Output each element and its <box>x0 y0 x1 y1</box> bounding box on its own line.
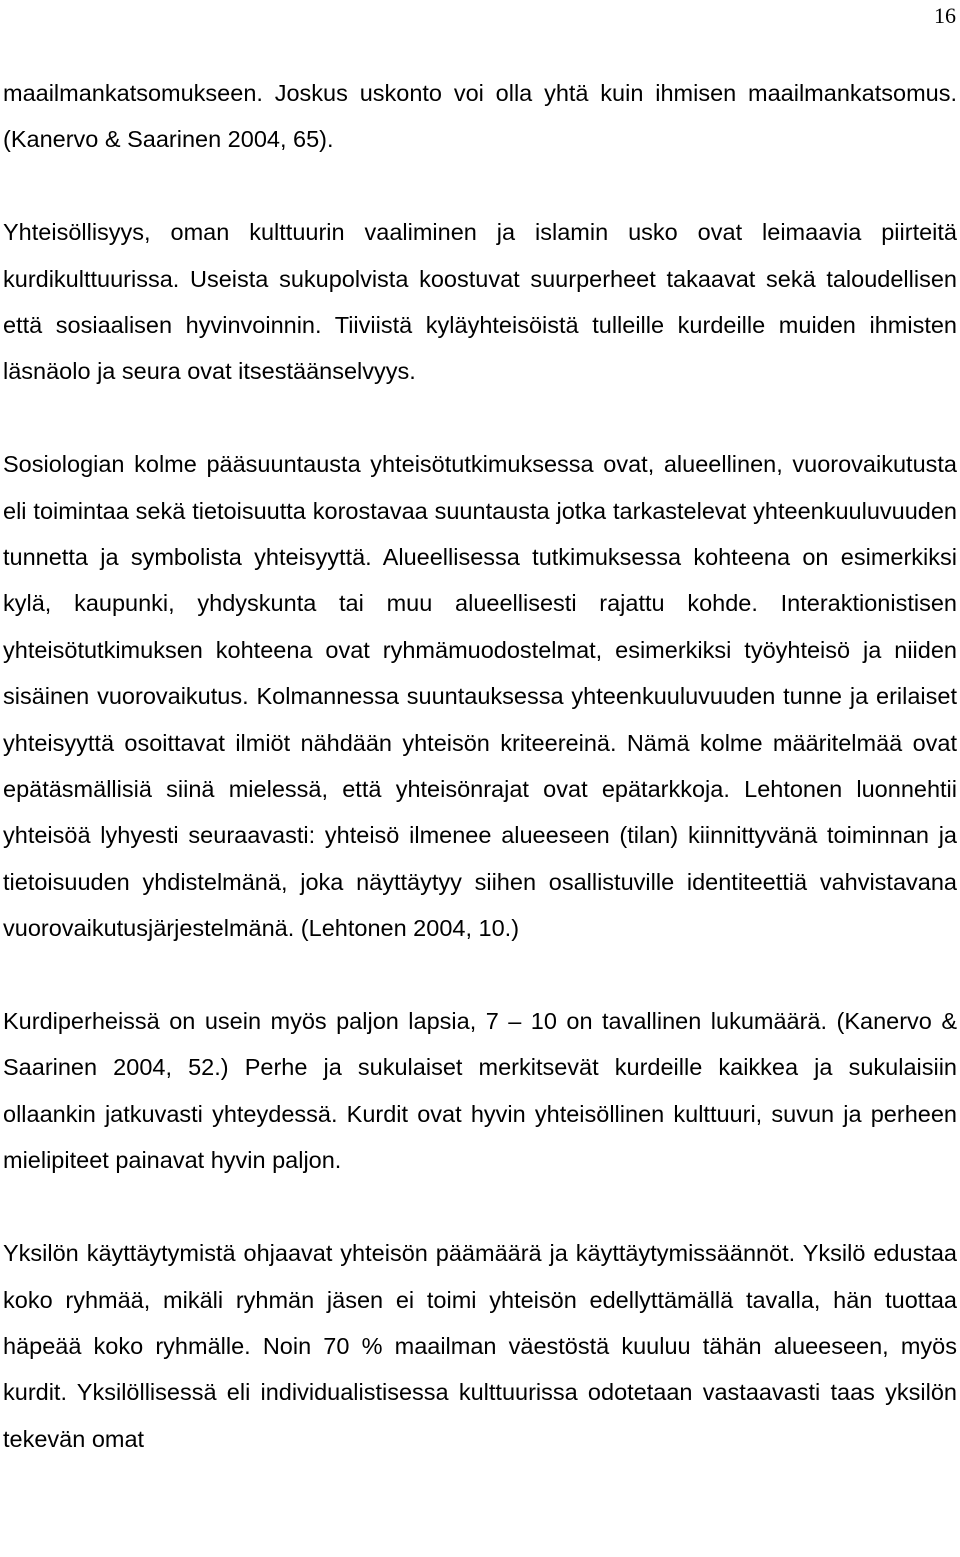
paragraph-sociology-trends: Sosiologian kolme pääsuuntausta yhteisötutkimuksessa ovat, alueellinen, vuorovaikutusta eli toimintaa sekä tietoisuutta korostavaa suuntausta jotka tarkastelevat yhteenkuuluvuuden tunnetta ja symbolista yhteisyyttä. Alueellisessa tutkimuksessa kohteena on esimerkiksi kylä, kaupunki, yhdyskunta tai muu alueellisesti rajattu kohde. Interaktionistisen yhteisötutkimuksen kohteena ovat ryhmämuodostelmat, esimerkiksi työyhteisö ja niiden sisäinen vuorovaikutus. Kolmannessa suuntauksessa yhteenkuuluvuuden tunne ja erilaiset yhteisyyttä osoittavat ilmiöt nähdään yhteisön kriteereinä. Nämä kolme määritelmää ovat epätäsmällisiä siinä mielessä, että yhteisönrajat ovat epätarkkoja. Lehtonen luonnehtii yhteisöä lyhyesti seuraavasti: yhteisö ilmenee alueeseen (tilan) kiinnittyvänä toiminnan ja tietoisuuden yhdistelmänä, joka näyttäytyy siihen osallistuville identiteettiä vahvistavana vuorovaikutusjärjestelmänä. (Lehtonen 2004, 10.) <box>3 451 957 942</box>
paragraph-kurdish-families: Kurdiperheissä on usein myös paljon lapsia, 7 – 10 on tavallinen lukumäärä. (Kanervo & Saarinen 2004, 52.) Perhe ja sukulaiset merkitsevät kurdeille kaikkea ja sukulaisiin ollaankin jatkuvasti yhteydessä. Kurdit ovat hyvin yhteisöllinen kulttuuri, suvun ja perheen mielipiteet painavat hyvin paljon. <box>3 1008 957 1174</box>
paragraph-community-culture: Yhteisöllisyys, oman kulttuurin vaaliminen ja islamin usko ovat leimaavia piirteitä kurdikulttuurissa. Useista sukupolvista koostuvat suurperheet takaavat sekä taloudellisen että sosiaalisen hyvinvoinnin. Tiiviistä kyläyhteisöistä tulleille kurdeille muiden ihmisten läsnäolo ja seura ovat itsestäänselvyys. <box>3 219 957 385</box>
paragraph-individual-behaviour: Yksilön käyttäytymistä ohjaavat yhteisön päämäärä ja käyttäytymissäännöt. Yksilö edustaa koko ryhmää, mikäli ryhmän jäsen ei toimi yhteisön edellyttämällä tavalla, hän tuottaa häpeää koko ryhmälle. Noin 70 % maailman väestöstä kuuluu tähän alueeseen, myös kurdit. Yksilöllisessä eli individualistisessa kulttuurissa odotetaan vastaavasti taas yksilön tekevän omat <box>3 1240 957 1452</box>
paragraph-worldview: maailmankatsomukseen. Joskus uskonto voi olla yhtä kuin ihmisen maailmankatsomus. (Kanervo & Saarinen 2004, 65). <box>3 80 957 153</box>
document-body <box>3 70 957 1462</box>
page-number: 16 <box>934 3 956 28</box>
